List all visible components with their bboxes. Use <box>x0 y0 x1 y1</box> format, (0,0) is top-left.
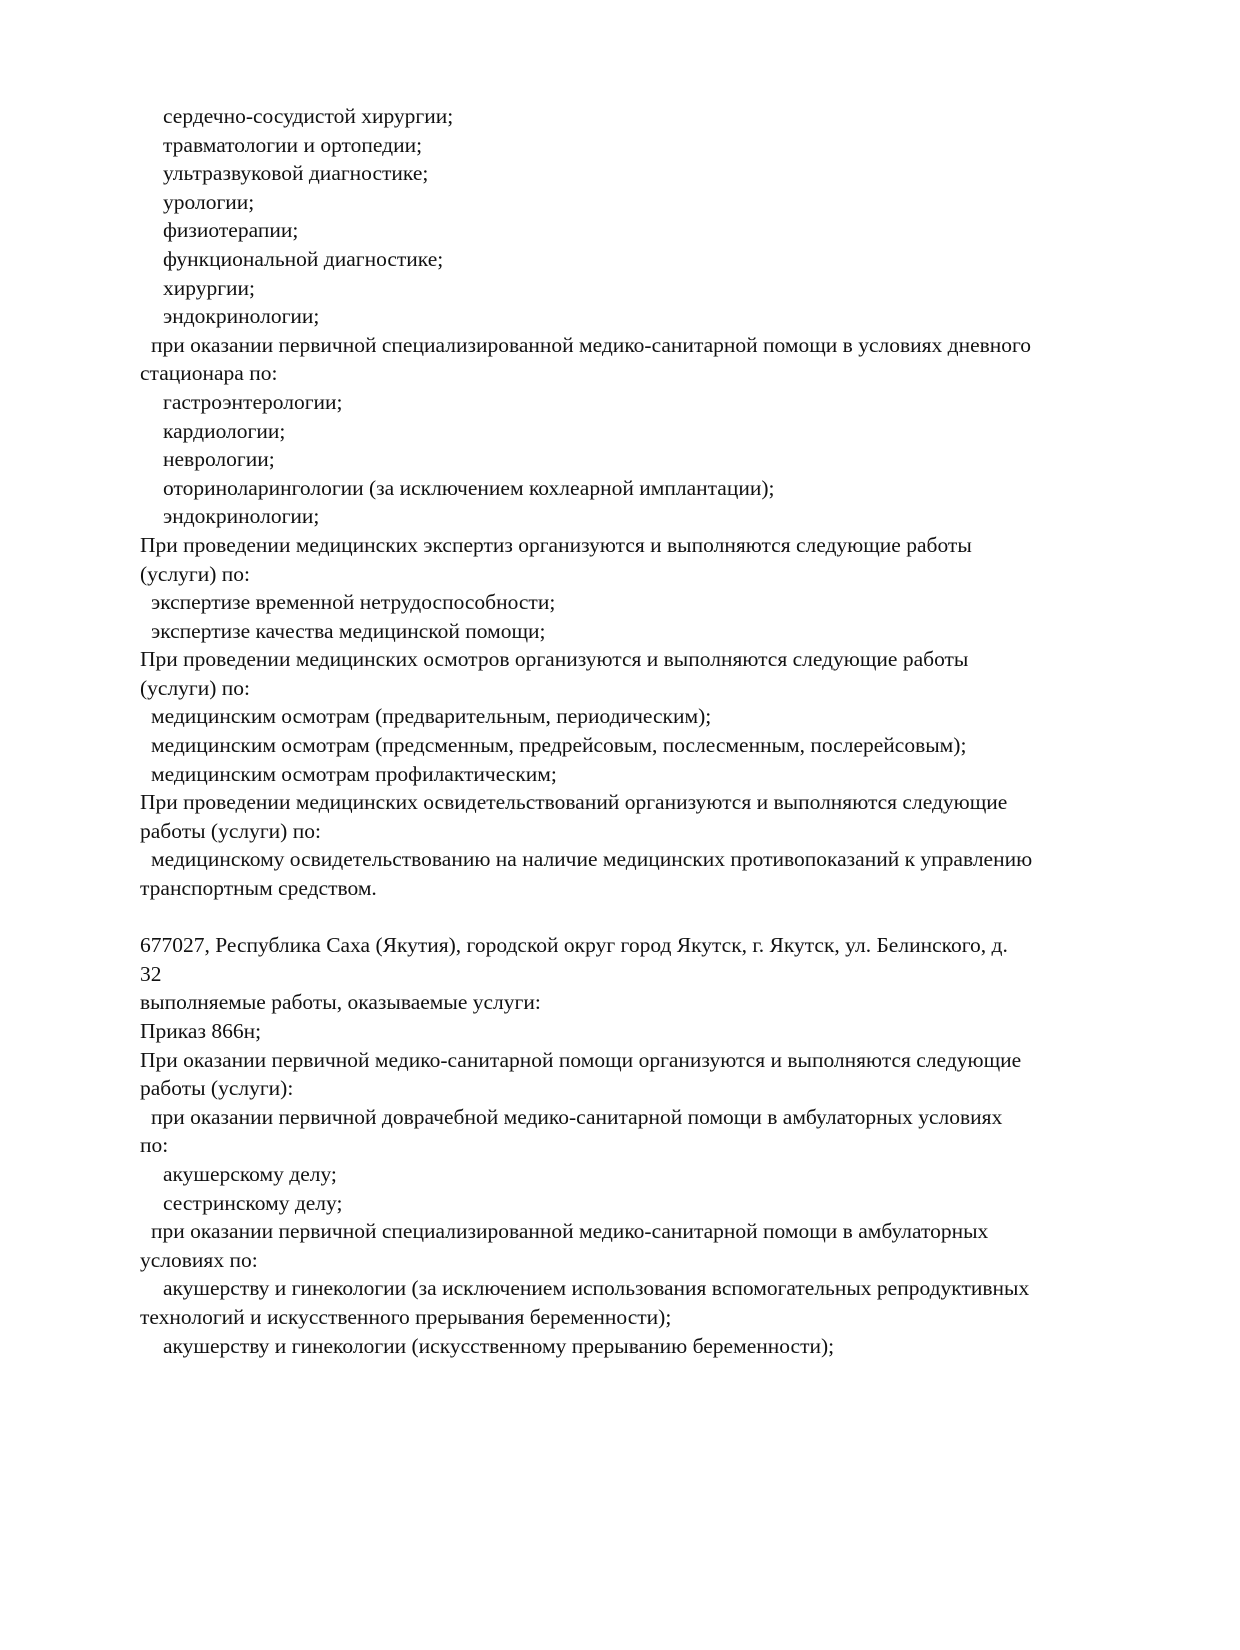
list-item: экспертизе временной нетрудоспособности; <box>151 590 556 615</box>
list-item: физиотерапии; <box>163 218 299 243</box>
list-item: гастроэнтерологии; <box>163 389 343 414</box>
list-item: медицинским осмотрам (предсменным, предрейсовым, послесменным, послерейсовым); <box>151 733 967 758</box>
section-heading-continuation: (услуги) по: <box>140 675 251 700</box>
list-item: хирургии; <box>163 275 256 300</box>
document-page <box>140 102 1130 1360</box>
list-item: медицинским осмотрам профилактическим; <box>151 761 557 786</box>
list-item: акушерству и гинекологии (искусственному прерыванию беременности); <box>163 1333 835 1358</box>
address: 677027, Республика Саха (Якутия), городской округ город Якутск, г. Якутск, ул. Белинского, д. <box>140 933 1008 958</box>
section-heading: При проведении медицинских экспертиз организуются и выполняются следующие работы <box>140 532 972 557</box>
subsection-heading-continuation: условиях по: <box>140 1247 258 1272</box>
subsection-heading-continuation: стационара по: <box>140 361 278 386</box>
section-heading: При проведении медицинских освидетельствований организуются и выполняются следующие <box>140 790 1008 815</box>
list-item: оториноларингологии (за исключением кохлеарной имплантации); <box>163 475 775 500</box>
section-heading-continuation: работы (услуги): <box>140 1076 294 1101</box>
list-item: медицинским осмотрам (предварительным, периодическим); <box>151 704 712 729</box>
list-item: кардиологии; <box>163 418 286 443</box>
section-heading-continuation: работы (услуги) по: <box>140 818 321 843</box>
subsection-heading: при оказании первичной специализированной медико-санитарной помощи в амбулаторных <box>151 1219 989 1244</box>
list-item: эндокринологии; <box>163 304 320 329</box>
subsection-heading-continuation: по: <box>140 1133 169 1158</box>
list-item: сердечно-сосудистой хирургии; <box>163 104 454 128</box>
list-item: эндокринологии; <box>163 504 320 529</box>
blank-line <box>140 903 1130 932</box>
list-item: экспертизе качества медицинской помощи; <box>151 618 546 643</box>
list-item: акушерству и гинекологии (за исключением использования вспомогательных репродуктивных <box>163 1276 1030 1301</box>
list-item: функциональной диагностике; <box>163 246 444 271</box>
address-continuation: 32 <box>140 961 162 986</box>
list-item-continuation: транспортным средством. <box>140 876 377 901</box>
services-label: выполняемые работы, оказываемые услуги: <box>140 990 541 1015</box>
list-item: ультразвуковой диагностике; <box>163 161 429 186</box>
list-item: сестринскому делу; <box>163 1190 343 1215</box>
list-item: урологии; <box>163 189 255 214</box>
list-item: акушерскому делу; <box>163 1161 337 1186</box>
list-item: травматологии и ортопедии; <box>163 132 423 157</box>
list-item: медицинскому освидетельствованию на наличие медицинских противопоказаний к управлению <box>151 847 1033 872</box>
subsection-heading: при оказании первичной доврачебной медико-санитарной помощи в амбулаторных условиях <box>151 1104 1003 1129</box>
section-heading: При проведении медицинских осмотров организуются и выполняются следующие работы <box>140 647 969 672</box>
order-reference: Приказ 866н; <box>140 1019 262 1043</box>
section-heading-continuation: (услуги) по: <box>140 561 251 586</box>
list-item-continuation: технологий и искусственного прерывания беременности); <box>140 1304 672 1329</box>
subsection-heading: при оказании первичной специализированной медико-санитарной помощи в условиях дневного <box>151 332 1032 357</box>
list-item: неврологии; <box>163 447 275 472</box>
section-heading: При оказании первичной медико-санитарной помощи организуются и выполняются следующие <box>140 1047 1022 1072</box>
